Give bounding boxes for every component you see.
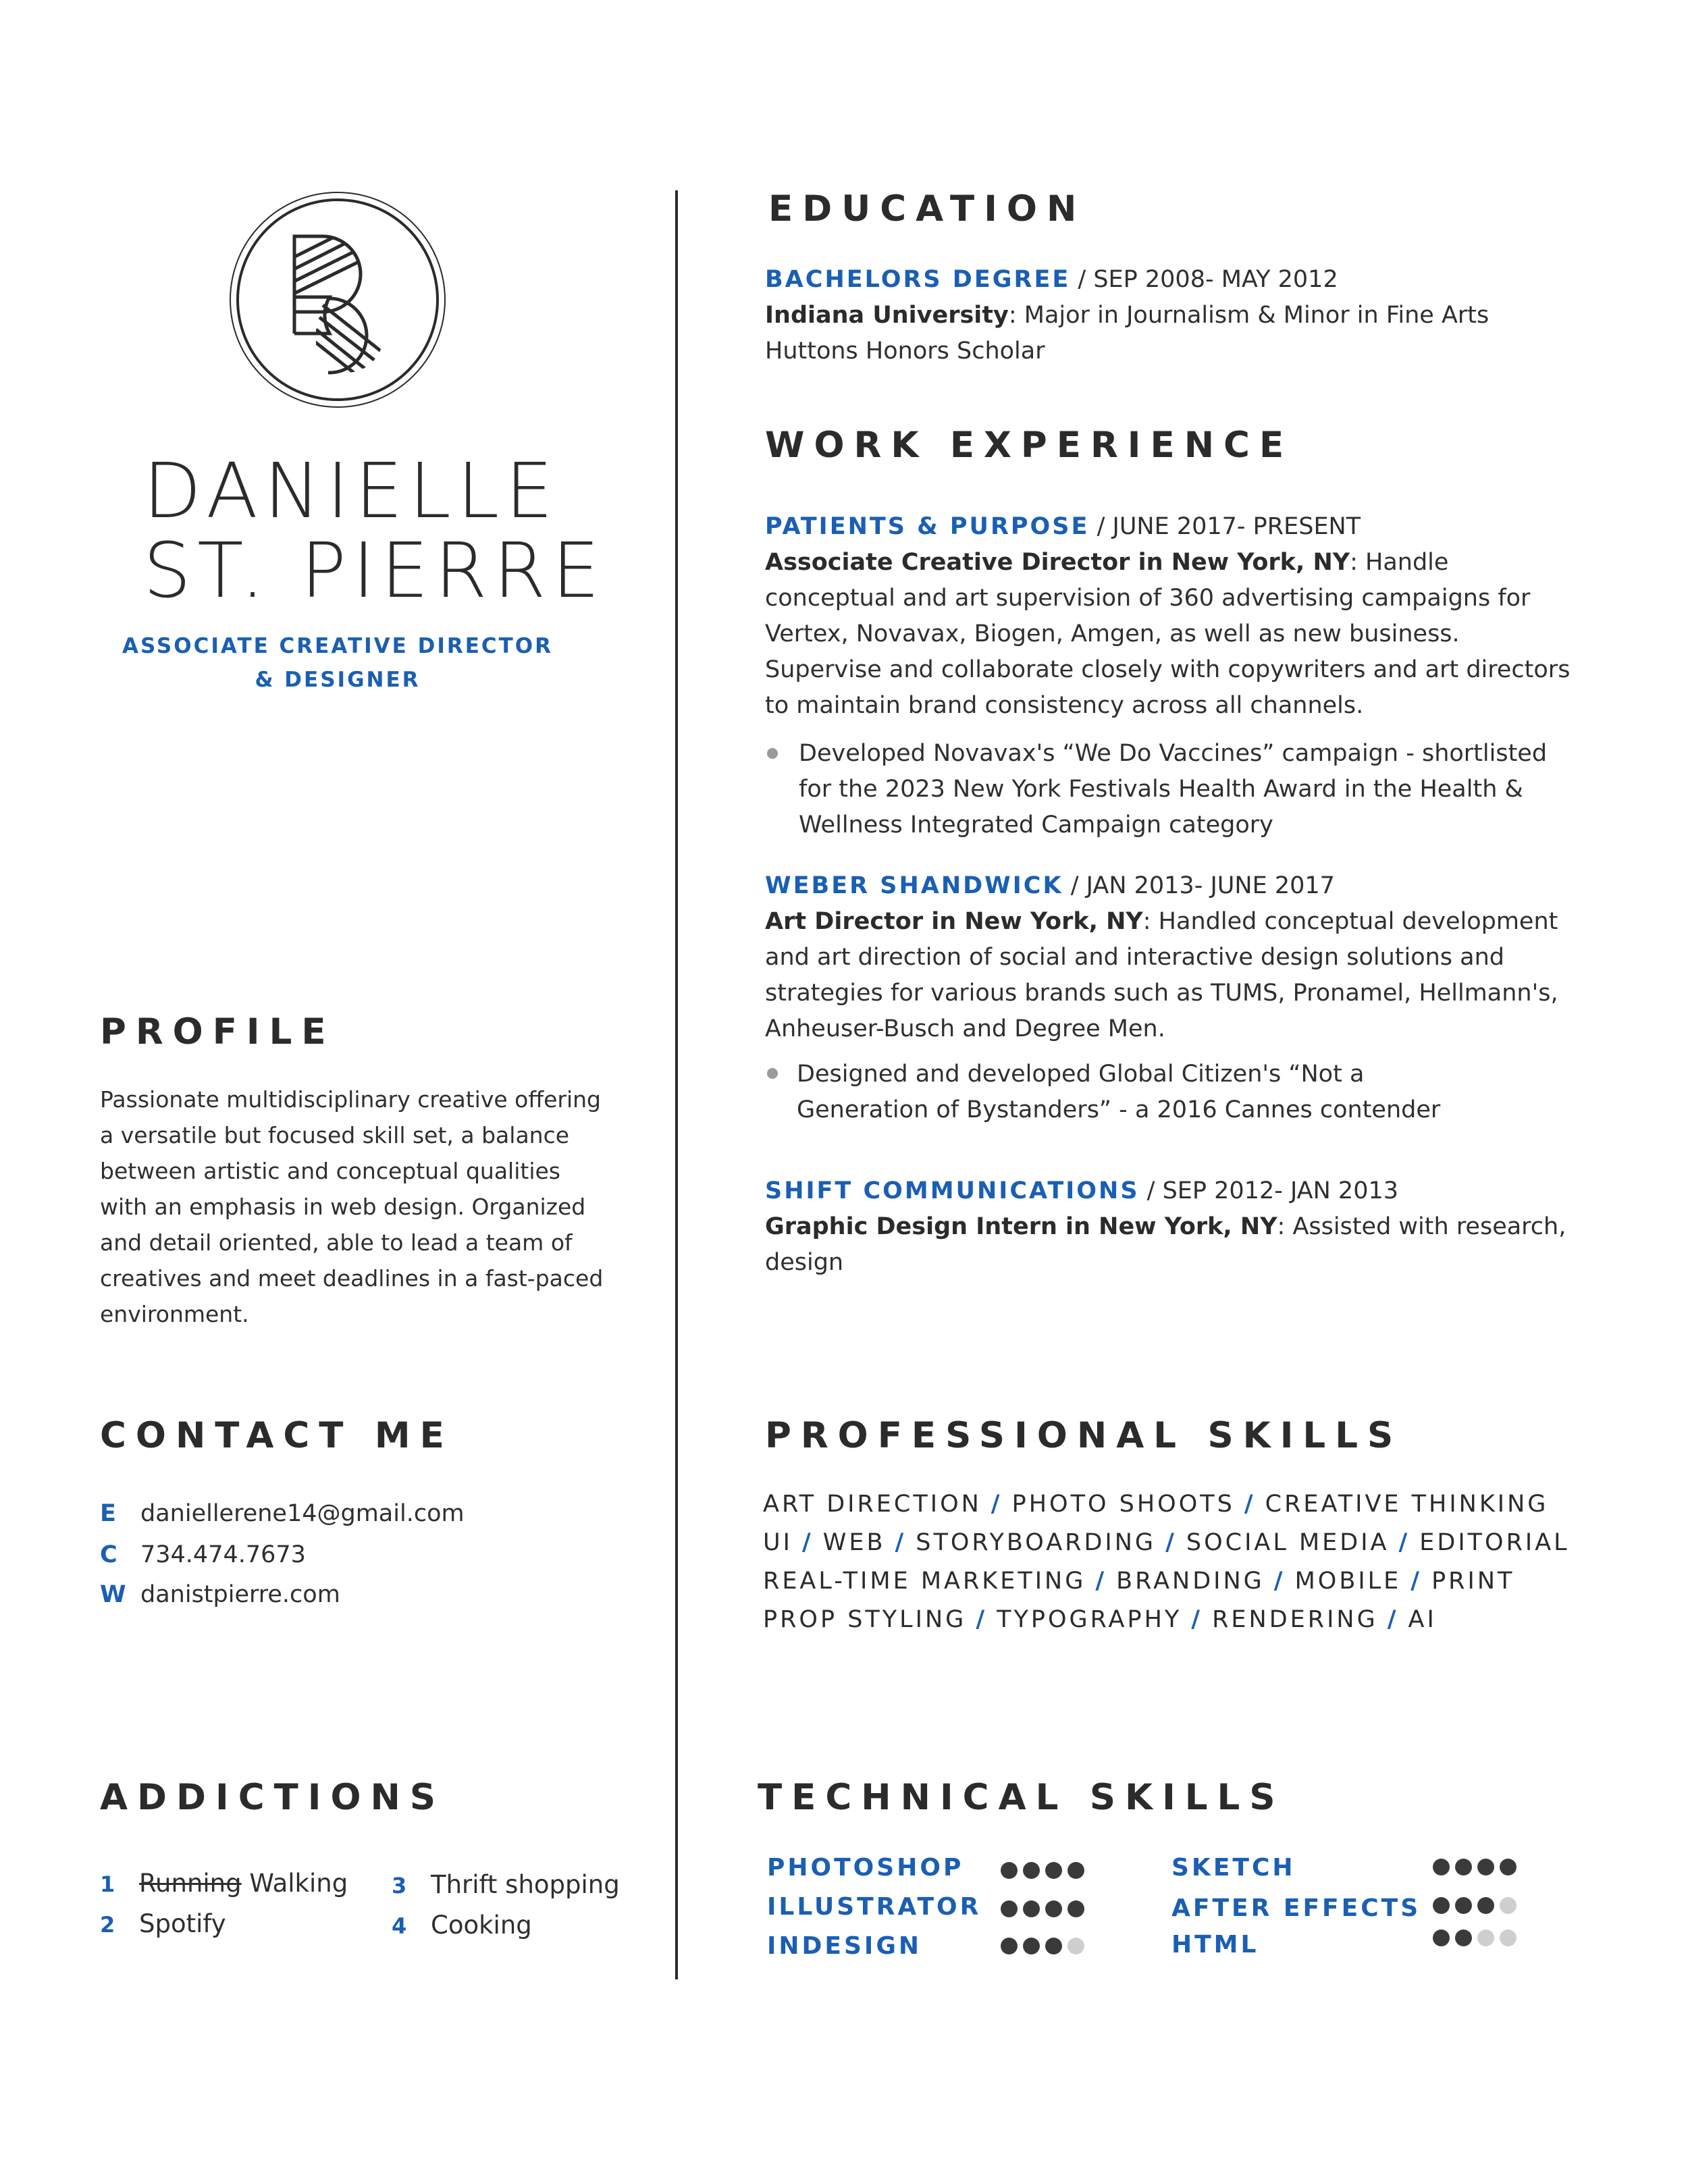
skill: WEB	[822, 1529, 886, 1556]
rating-dot-filled	[1023, 1938, 1040, 1954]
skill: TYPOGRAPHY	[997, 1606, 1182, 1633]
column-divider	[675, 190, 678, 1979]
tech-skill-name: PHOTOSHOP	[767, 1854, 964, 1882]
job-entry	[765, 1173, 1595, 1281]
skill-separator: /	[991, 1491, 1003, 1518]
job-description: : Assisted with research, design	[765, 1213, 1566, 1276]
skill-separator: /	[1191, 1606, 1203, 1633]
rating-dot-filled	[1001, 1938, 1018, 1954]
tech-skill-rating	[1433, 1897, 1516, 1914]
name-last: ST. PIERRE	[143, 527, 606, 615]
profile-text: Passionate multidisciplinary creative offering a versatile but focused skill set, a balance between artistic and conceptual qualities with an emphasis in web design. Organized and detail oriented, able to lead a team of creatives and meet deadlines in a fast-paced environment.	[100, 1086, 604, 1327]
rating-dot-filled	[1045, 1938, 1062, 1954]
skill: BRANDING	[1116, 1568, 1265, 1595]
rating-dot-filled	[1477, 1897, 1494, 1914]
skills-row	[763, 1529, 1570, 1556]
education-heading: EDUCATION	[768, 188, 1086, 230]
skill-separator: /	[1387, 1606, 1399, 1633]
degree-title: BACHELORS DEGREE	[765, 266, 1071, 293]
skill: UI	[763, 1529, 793, 1556]
rating-dot-filled	[1067, 1862, 1084, 1879]
skill-separator: /	[1095, 1568, 1107, 1595]
company-name: WEBER SHANDWICK	[765, 872, 1063, 899]
job-highlight: Designed and developed Global Citizen's “Not a Generation of Bystanders” - a 2016 Cannes contender	[797, 1061, 1441, 1123]
contact-website-key: W	[100, 1581, 126, 1608]
tech-skill-name: HTML	[1171, 1931, 1259, 1959]
tech-skill-rating	[1433, 1859, 1516, 1875]
rating-dot-filled	[1433, 1897, 1450, 1914]
job-dates: / SEP 2012- JAN 2013	[1146, 1177, 1399, 1204]
contact-website	[100, 1581, 340, 1608]
job-highlight: Developed Novavax's “We Do Vaccines” campaign - shortlisted for the 2023 New York Festivals Health Award in the Health & Wellness Integrated Campaign category	[799, 740, 1548, 838]
addiction-value: Thrift shopping	[431, 1870, 620, 1899]
rating-dot-filled	[1500, 1859, 1516, 1875]
job-dates: / JUNE 2017- PRESENT	[1097, 513, 1361, 540]
addictions-heading: ADDICTIONS	[100, 1777, 446, 1818]
bullet-icon	[767, 1068, 778, 1079]
skill-separator: /	[801, 1529, 814, 1556]
company-name: PATIENTS & PURPOSE	[765, 513, 1090, 540]
addiction-value: Spotify	[139, 1909, 226, 1938]
job-description: : Handled conceptual development and art direction of social and interactive design solutions and strategies for various brands such as TUMS, Pronamel, Hellmann's, Anheuser-Busch and Degree Men.	[765, 908, 1558, 1042]
job-description: : Handle conceptual and art supervision of 360 advertising campaigns for Vertex, Novavax, Biogen, Amgen, as well as new business. Supervise and collaborate closely with copywriters and art directors to maintain brand consistency across all channels.	[765, 549, 1571, 719]
rating-dot-filled	[1455, 1897, 1472, 1914]
skill: PROP STYLING	[763, 1606, 967, 1633]
professional-skills-heading: PROFESSIONAL SKILLS	[765, 1415, 1403, 1456]
work-heading: WORK EXPERIENCE	[765, 425, 1294, 466]
rating-dot-filled	[1433, 1929, 1450, 1946]
skill: REAL-TIME MARKETING	[763, 1568, 1086, 1595]
job-title	[101, 629, 574, 697]
rating-dot-filled	[1045, 1862, 1062, 1879]
job-entry	[765, 868, 1575, 1047]
tech-skill-name: ILLUSTRATOR	[767, 1893, 982, 1921]
technical-skills-heading: TECHNICAL SKILLS	[758, 1777, 1285, 1818]
tech-skill-name: SKETCH	[1171, 1854, 1296, 1882]
rating-dot-filled	[1433, 1859, 1450, 1875]
job-entry	[765, 509, 1575, 724]
addiction-value: Cooking	[431, 1911, 532, 1940]
job-role: Associate Creative Director in New York, NY	[765, 549, 1350, 576]
addiction-number: 3	[392, 1873, 407, 1898]
rating-dot-filled	[1045, 1900, 1062, 1917]
degree-dates: / SEP 2008- MAY 2012	[1078, 266, 1338, 293]
skill: CREATIVE THINKING	[1265, 1491, 1549, 1518]
skill: EDITORIAL	[1419, 1529, 1570, 1556]
rating-dot-filled	[1455, 1859, 1472, 1875]
name-first: DANIELLE	[143, 448, 560, 535]
rating-dot-filled	[1023, 1862, 1040, 1879]
tech-skill-name: INDESIGN	[767, 1932, 922, 1960]
contact-website-value[interactable]: danistpierre.com	[140, 1581, 340, 1608]
skill: MOBILE	[1294, 1568, 1402, 1595]
school-name: Indiana University	[765, 302, 1009, 329]
rating-dot-filled	[1023, 1900, 1040, 1917]
tech-skill-rating	[1001, 1862, 1084, 1879]
addiction-item	[392, 1911, 532, 1940]
skill: PHOTO SHOOTS	[1011, 1491, 1235, 1518]
company-name: SHIFT COMMUNICATIONS	[765, 1177, 1140, 1204]
monogram-ds-logo	[228, 190, 448, 410]
addiction-item	[100, 1909, 226, 1938]
rating-dot-filled	[1001, 1900, 1018, 1917]
honors: Huttons Honors Scholar	[765, 338, 1045, 365]
rating-dot-filled	[1477, 1859, 1494, 1875]
job-role: Art Director in New York, NY	[765, 908, 1143, 935]
school-detail: : Major in Journalism & Minor in Fine Arts	[1008, 302, 1489, 329]
skill: SOCIAL MEDIA	[1186, 1529, 1390, 1556]
addiction-value: Walking	[249, 1869, 348, 1898]
rating-dot-empty	[1067, 1938, 1084, 1954]
skill-separator: /	[976, 1606, 988, 1633]
job-dates: / JAN 2013- JUNE 2017	[1070, 872, 1335, 899]
job-role: Graphic Design Intern in New York, NY	[765, 1213, 1277, 1240]
rating-dot-empty	[1477, 1929, 1494, 1946]
contact-phone	[100, 1541, 306, 1568]
profile-heading: PROFILE	[100, 1011, 336, 1053]
rating-dot-filled	[1067, 1900, 1084, 1917]
contact-phone-value[interactable]: 734.474.7673	[140, 1541, 306, 1568]
skill: ART DIRECTION	[763, 1491, 982, 1518]
skills-row	[763, 1568, 1514, 1595]
contact-phone-key: C	[100, 1541, 117, 1568]
skills-row	[763, 1491, 1548, 1518]
rating-dot-filled	[1455, 1929, 1472, 1946]
skill-separator: /	[1273, 1568, 1286, 1595]
bullet-icon	[767, 748, 778, 759]
education-block	[765, 262, 1595, 369]
skill-separator: /	[895, 1529, 907, 1556]
skill-separator: /	[1244, 1491, 1256, 1518]
skill: AI	[1408, 1606, 1437, 1633]
tech-skill-rating	[1001, 1938, 1084, 1954]
contact-heading: CONTACT ME	[100, 1415, 454, 1456]
contact-email	[100, 1500, 465, 1527]
contact-email-value[interactable]: daniellerene14@gmail.com	[140, 1500, 465, 1527]
skill: RENDERING	[1212, 1606, 1378, 1633]
addiction-number: 4	[392, 1913, 407, 1939]
addiction-number: 2	[100, 1912, 115, 1938]
contact-email-key: E	[100, 1500, 116, 1527]
skill-separator: /	[1165, 1529, 1177, 1556]
tech-skill-name: AFTER EFFECTS	[1171, 1894, 1421, 1922]
rating-dot-empty	[1500, 1929, 1516, 1946]
addiction-struck: Running	[139, 1869, 242, 1898]
skill: PRINT	[1431, 1568, 1515, 1595]
addiction-item	[392, 1870, 620, 1899]
addiction-item	[100, 1869, 348, 1898]
job-title-line2: & DESIGNER	[255, 668, 421, 692]
skill-separator: /	[1410, 1568, 1423, 1595]
rating-dot-filled	[1001, 1862, 1018, 1879]
skill: STORYBOARDING	[916, 1529, 1157, 1556]
skills-row	[763, 1606, 1437, 1633]
rating-dot-empty	[1500, 1897, 1516, 1914]
tech-skill-rating	[1433, 1929, 1516, 1946]
job-title-line1: ASSOCIATE CREATIVE DIRECTOR	[122, 634, 554, 658]
tech-skill-rating	[1001, 1900, 1084, 1917]
addiction-number: 1	[100, 1871, 115, 1897]
skill-separator: /	[1398, 1529, 1410, 1556]
